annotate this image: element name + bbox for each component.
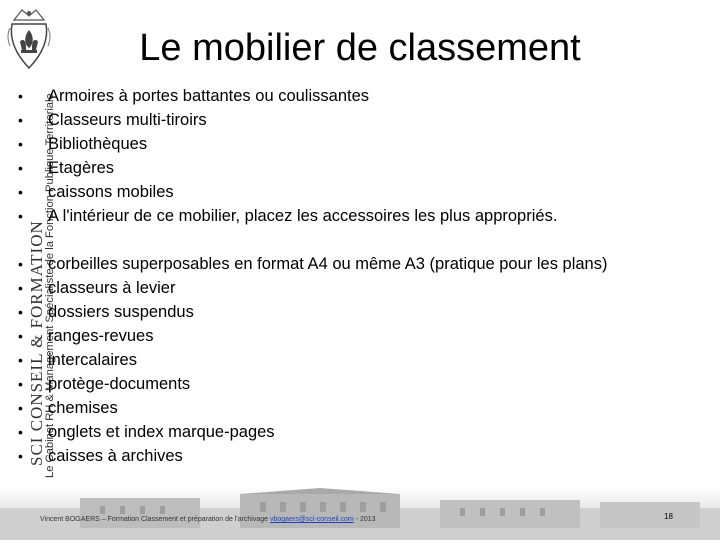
bullet-marker: • <box>18 136 23 152</box>
bullet-marker: • <box>18 112 23 128</box>
sidebar-tagline: Le Cabinet RH & Management Spécialiste de la Fonction Publique Territoriale <box>44 93 56 478</box>
bullet-text: classeurs à levier <box>48 279 176 297</box>
list-item <box>18 348 708 372</box>
bullet-text: Classeurs multi-tiroirs <box>48 111 207 129</box>
bullet-text: Bibliothèques <box>48 135 148 153</box>
bullet-text: corbeilles superposables en format A4 ou même A3 (pratique pour les plans) <box>48 255 608 273</box>
footer-credit <box>40 516 376 523</box>
footer-credit-text: Vincent BOGAERS – Formation Classement et préparation de l'archivage <box>40 516 269 523</box>
list-item <box>18 372 708 396</box>
bullet-marker: • <box>18 88 23 104</box>
bullet-list <box>18 84 708 468</box>
footer-email-link[interactable]: vbogaers@sci-conseil.com <box>270 516 354 523</box>
list-item <box>18 108 708 132</box>
page-number: 18 <box>664 512 673 521</box>
bullet-marker: • <box>18 448 23 464</box>
bullet-marker: • <box>18 376 23 392</box>
bullet-marker: • <box>18 328 23 344</box>
list-item <box>18 300 708 324</box>
bullet-marker: • <box>18 256 23 272</box>
bullet-text: chemises <box>48 399 118 417</box>
bullet-text: dossiers suspendus <box>48 303 194 321</box>
bullet-text: Etagères <box>48 159 115 177</box>
bullet-text: protège-documents <box>48 375 191 393</box>
list-item <box>18 132 708 156</box>
bullet-text: caissons mobiles <box>48 183 174 201</box>
footer-building-image <box>0 488 720 540</box>
list-item <box>18 84 708 108</box>
list-item <box>18 444 708 468</box>
bullet-marker: • <box>18 160 23 176</box>
bullet-marker: • <box>18 280 23 296</box>
slide-title: Le mobilier de classement <box>139 27 581 69</box>
footer-building-illustration <box>0 488 720 540</box>
list-item <box>18 180 708 204</box>
bullet-text: onglets et index marque-pages <box>48 423 275 441</box>
list-item <box>18 204 708 228</box>
bullet-marker: • <box>18 424 23 440</box>
list-item <box>18 396 708 420</box>
bullet-marker: • <box>18 400 23 416</box>
list-item <box>18 252 708 276</box>
list-item <box>18 276 708 300</box>
bullet-text: intercalaires <box>48 351 137 369</box>
sidebar-brand-name: SCI CONSEIL & FORMATION <box>27 220 46 466</box>
list-item <box>18 156 708 180</box>
bullet-text: ranges-revues <box>48 327 154 345</box>
bullet-text: Armoires à portes battantes ou coulissantes <box>48 87 370 105</box>
bullet-text: A l'intérieur de ce mobilier, placez les accessoires les plus appropriés. <box>48 207 558 225</box>
bullet-marker: • <box>18 352 23 368</box>
bullet-text: caisses à archives <box>48 447 183 465</box>
list-item <box>18 324 708 348</box>
bullet-marker: • <box>18 208 23 224</box>
footer-year: - 2013 <box>355 516 376 523</box>
bullet-marker: • <box>18 184 23 200</box>
bullet-marker: • <box>18 304 23 320</box>
list-item <box>18 420 708 444</box>
